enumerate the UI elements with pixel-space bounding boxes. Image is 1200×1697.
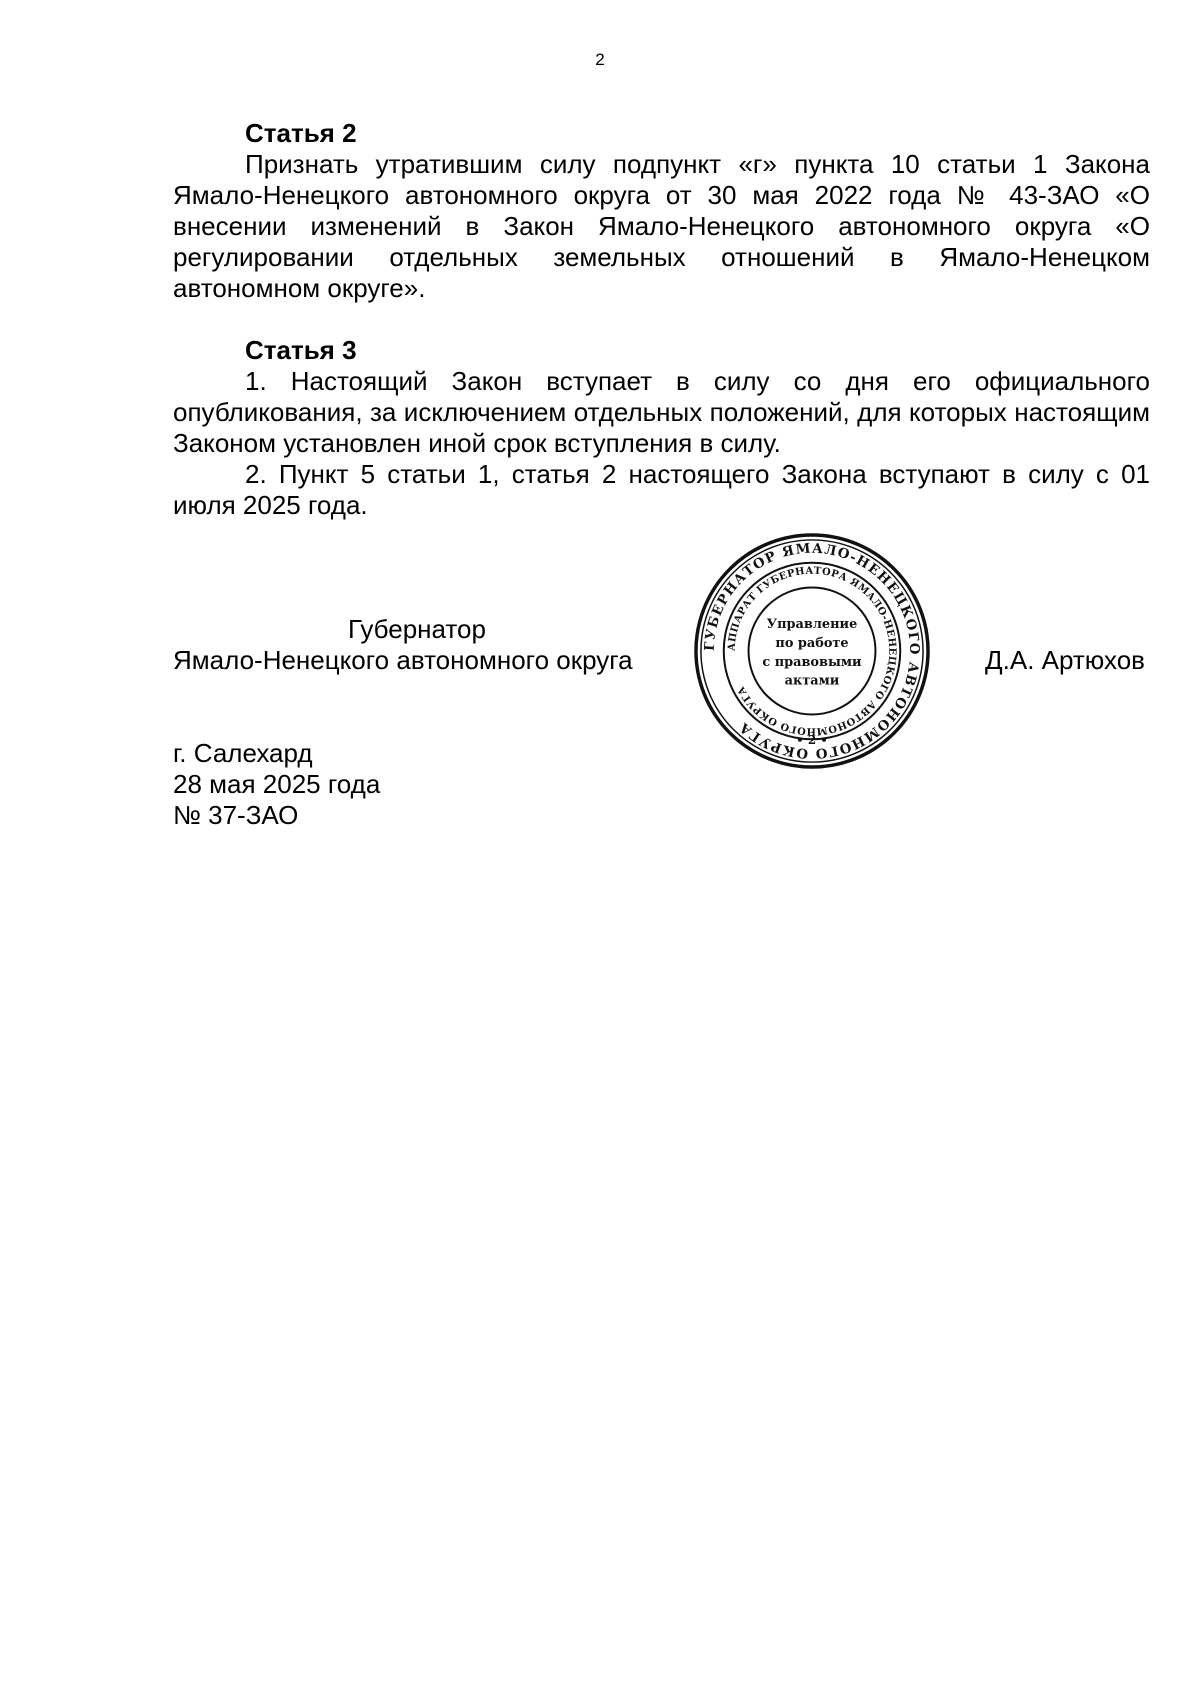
article-paragraph: Признать утратившим силу подпункт «г» пункта 10 статьи 1 Закона Ямало-Ненецкого автономного округа от 30 мая 2022 года № 43-ЗАО «О внесении изменений в Закон Ямало-Ненецкого автономного округа «О регулировании отдельных земельных отношений в Ямало-Ненецком автономном округе». (173, 149, 1150, 303)
signatory-name: Д.А. Артюхов (985, 645, 1145, 675)
seal-center-line: по работе (775, 636, 849, 652)
document-body (173, 118, 1150, 552)
page-number: 2 (595, 50, 605, 69)
article-paragraph: 1. Настоящий Закон вступает в силу со дня его официального опубликования, за исключением отдельных положений, для которых настоящим Законом установлен иной срок вступления в силу. (173, 366, 1150, 458)
law-number: № 37-ЗАО (173, 800, 299, 830)
article-title: Статья 3 (245, 335, 357, 365)
signing-date: 28 мая 2025 года (173, 769, 381, 799)
seal-outer-text: ГУБЕРНАТОР ЯМАЛО-НЕНЕЦКОГО АВТОНОМНОГО ОКРУГА (701, 540, 923, 762)
article-paragraph: 2. Пункт 5 статьи 1, статья 2 настоящего Закона вступают в силу с 01 июля 2025 года. (173, 459, 1150, 520)
article-title: Статья 2 (245, 118, 357, 148)
official-seal (693, 532, 931, 770)
article-2 (173, 118, 1150, 304)
seal-center-line: актами (784, 673, 840, 689)
seal-inner-text: АППАРАТ ГУБЕРНАТОРА ЯМАЛО-НЕНЕЦКОГО АВТОНОМНОГО ОКРУГА (726, 565, 898, 737)
signatory-post (173, 614, 673, 676)
signatory-post-region: Ямало-Ненецкого автономного округа (173, 645, 633, 675)
seal-number: • 2 • (796, 733, 828, 748)
signature-block (173, 614, 1150, 674)
document-footer (173, 738, 380, 831)
seal-center-line: Управление (766, 617, 858, 633)
city: г. Салехард (173, 738, 313, 768)
signatory-post-title: Губернатор (348, 614, 486, 644)
seal-center-line: с правовыми (762, 654, 862, 670)
article-3 (173, 335, 1150, 521)
